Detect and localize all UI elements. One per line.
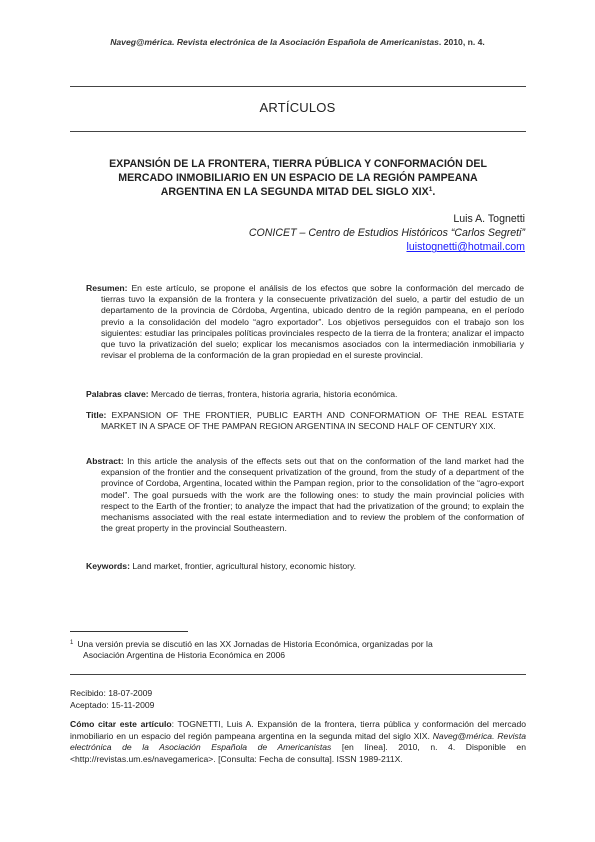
footnote-mark: 1 bbox=[70, 640, 74, 646]
author-email-link[interactable]: luistognetti@hotmail.com bbox=[406, 241, 525, 254]
resumen-label: Resumen: bbox=[86, 283, 128, 293]
received-date: Recibido: 18-07-2009 bbox=[70, 688, 153, 698]
abstract-paragraph bbox=[86, 456, 524, 534]
header-issue: . 2010, n. 4. bbox=[438, 37, 485, 47]
abstract-label: Abstract: bbox=[86, 456, 124, 466]
palabras-clave-label: Palabras clave: bbox=[86, 389, 149, 399]
footnote-divider bbox=[70, 631, 188, 632]
keywords-text: Land market, frontier, agricultural history, economic history. bbox=[129, 561, 357, 571]
header-journal-name: Naveg@mérica. Revista electrónica de la Asociación Española de Americanistas bbox=[110, 37, 439, 47]
keywords-label: Keywords: bbox=[86, 561, 130, 571]
citation-text-2: [en línea]. 2010, n. 4. Disponible en <http://revistas.um.es/navegamerica>. [Consulta: Fecha de consulta]. ISSN 1989-211X. bbox=[70, 742, 526, 764]
palabras-clave-text: Mercado de tierras, frontera, historia agraria, historia económica. bbox=[148, 389, 398, 399]
section-title: ARTÍCULOS bbox=[259, 100, 336, 115]
palabras-clave-paragraph bbox=[86, 389, 524, 400]
keywords-paragraph bbox=[86, 561, 524, 572]
submission-dates bbox=[70, 688, 154, 711]
citation-label: Cómo citar este artículo bbox=[70, 719, 172, 729]
abstract-text: In this article the analysis of the effects sets out that on the conformation of the land market had the expansion of the frontier and the consequent privatization of the ground, from the study of a department of the province of Cordoba, Argentina, located within the Pampan region, prior to the consolidation of the “agro-export model”. The goal pursueds with the work are the following ones: to study the main provincial policies with respect to the Earth of the frontier; to analyze the impact that had the privatization of the ground; to explain the mechanisms associated with the real estate intermediation and to review the problem of the conformation of the great property in the provincial Southeastern. bbox=[101, 456, 524, 534]
author-name: Luis A. Tognetti bbox=[453, 213, 525, 225]
bottom-divider bbox=[70, 674, 526, 675]
footnote-line-2: Asociación Argentina de Historia Económica en 2006 bbox=[83, 650, 286, 661]
running-header bbox=[0, 37, 595, 47]
title-footnote-mark[interactable]: 1 bbox=[428, 186, 433, 193]
footnote bbox=[70, 638, 526, 661]
author-affiliation: CONICET – Centro de Estudios Históricos “Carlos Segreti” bbox=[248, 227, 525, 240]
english-title-label: Title: bbox=[86, 410, 107, 420]
resumen-text: En este artículo, se propone el análisis de los efectos que sobre la conformación del mercado de tierras tuvo la expansión de la frontera y la consecuente privatización del suelo, a partir del estudio de un departamento de la provincia de Córdoba, Argentina, ubicado dentro de la región pampeana, en el período previo a la consolidación del modelo “agro exportador”. Los objetivos perseguidos con el trabajo son los siguientes: estudiar las principales políticas provinciales respecto de la tierra de la frontera; analizar el impacto que tuvo la privatización del suelo; explicar los mecanismos asociados con la intermediación inmobiliaria y revisar el problema de la conformación de la gran propiedad en el sureste provincial. bbox=[101, 283, 524, 361]
author-block bbox=[249, 212, 525, 255]
article-title-end: . bbox=[432, 186, 436, 198]
citation-text-1: : TOGNETTI, Luis A. Expansión de la frontera, tierra pública y conformación del mercado inmobiliario en un espacio del región pampeana argentina en la segunda mitad del siglo XIX. bbox=[70, 719, 526, 741]
english-title-text: EXPANSION OF THE FRONTIER, PUBLIC EARTH AND CONFORMATION OF THE REAL ESTATE MARKET IN A SPACE OF THE PAMPAN REGION ARGENTINA IN SECOND HALF OF CENTURY XIX. bbox=[101, 410, 524, 432]
article-title bbox=[86, 157, 510, 199]
footnote-line-1: Una versión previa se discutió en las XX Jornadas de Historia Económica, organizadas por la bbox=[77, 639, 433, 649]
citation-paragraph bbox=[70, 719, 526, 765]
section-divider bbox=[70, 131, 526, 132]
english-title-paragraph bbox=[86, 410, 524, 432]
article-title-text: EXPANSIÓN DE LA FRONTERA, TIERRA PÚBLICA Y CONFORMACIÓN DEL MERCADO INMOBILIARIO EN UN ESPACIO DE LA REGIÓN PAMPEANA ARGENTINA EN LA SEGUNDA MITAD DEL SIGLO XIX bbox=[109, 158, 487, 198]
resumen-paragraph bbox=[86, 283, 524, 361]
top-divider bbox=[70, 86, 526, 87]
citation-journal: Naveg@mérica. Revista electrónica de la Asociación Española de Americanistas bbox=[70, 730, 526, 753]
accepted-date: Aceptado: 15-11-2009 bbox=[70, 699, 155, 710]
